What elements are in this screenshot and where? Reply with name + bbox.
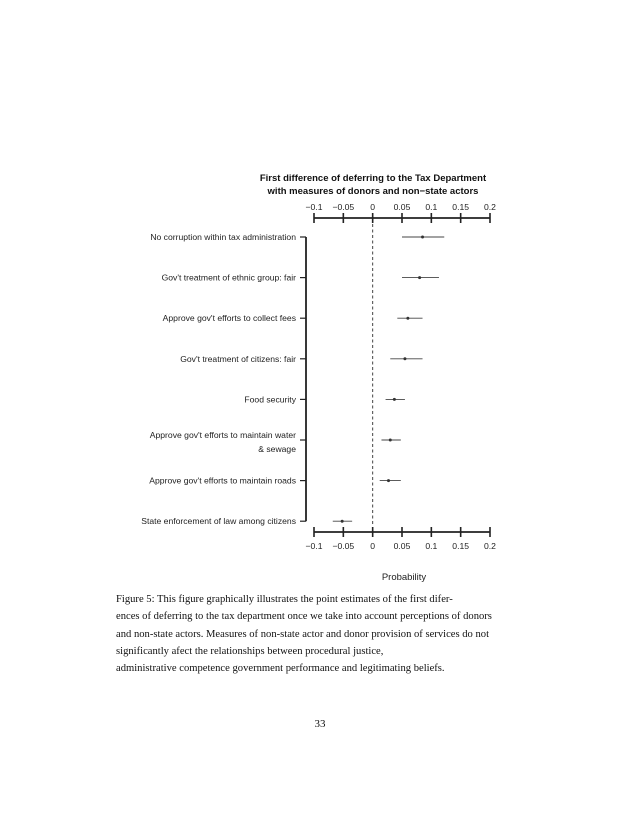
- top-axis-tick-label: 0.2: [484, 202, 496, 212]
- bottom-axis-tick-label: 0.1: [425, 541, 438, 551]
- row-label: Gov't treatment of ethnic group: fair: [161, 272, 296, 283]
- chart-title-line-1: First difference of deferring to the Tax Department: [259, 173, 487, 184]
- bottom-axis-tick-label: 0.2: [484, 541, 496, 551]
- row-label: Approve gov't efforts to maintain water: [149, 430, 296, 440]
- bottom-axis-tick-label: 0.05: [393, 541, 411, 551]
- row-label: No corruption within tax administration: [150, 232, 296, 242]
- caption-line: significantly afect the relationships between procedural justice,: [116, 645, 384, 657]
- chart-title-line-2: with measures of donors and non−state actors: [267, 186, 479, 197]
- row-label: Gov't treatment of citizens: fair: [180, 353, 296, 364]
- point-estimate: [341, 520, 344, 523]
- bottom-axis-tick-label: 0.15: [452, 541, 470, 551]
- page-number: 33: [314, 718, 326, 730]
- top-axis-tick-label: −0.05: [332, 202, 355, 212]
- point-estimate: [421, 236, 424, 239]
- figure-caption: [116, 591, 536, 677]
- row-label: State enforcement of law among citizens: [141, 516, 296, 527]
- top-axis-tick-label: 0.15: [452, 202, 470, 212]
- top-axis-tick-label: 0: [370, 202, 376, 212]
- row-label: Food security: [244, 394, 296, 405]
- caption-line: and non-state actors. Measures of non-state actor and donor provision of services do not: [116, 628, 490, 640]
- point-estimate: [393, 398, 396, 401]
- point-estimate: [403, 357, 406, 360]
- point-estimate: [389, 439, 392, 442]
- caption-line: Figure 5: This figure graphically illustrates the point estimates of the first difer-: [116, 594, 453, 605]
- point-estimate: [387, 479, 390, 482]
- bottom-axis-tick-label: −0.1: [305, 541, 323, 551]
- caption-line: administrative competence government performance and legitimating beliefs.: [116, 663, 445, 675]
- top-axis-tick-label: 0.05: [393, 202, 411, 212]
- bottom-axis-tick-label: −0.05: [332, 541, 355, 551]
- point-estimate: [418, 276, 421, 279]
- x-axis-label: Probability: [381, 572, 427, 583]
- bottom-axis-tick-label: 0: [370, 541, 376, 551]
- row-label: Approve gov't efforts to collect fees: [162, 313, 296, 324]
- row-label: & sewage: [258, 444, 296, 454]
- point-estimate: [406, 317, 409, 320]
- top-axis-tick-label: −0.1: [305, 202, 323, 212]
- top-axis-tick-label: 0.1: [425, 202, 438, 212]
- row-label: Approve gov't efforts to maintain roads: [149, 475, 296, 486]
- caption-line: ences of deferring to the tax department once we take into account perceptions of donors: [116, 611, 492, 623]
